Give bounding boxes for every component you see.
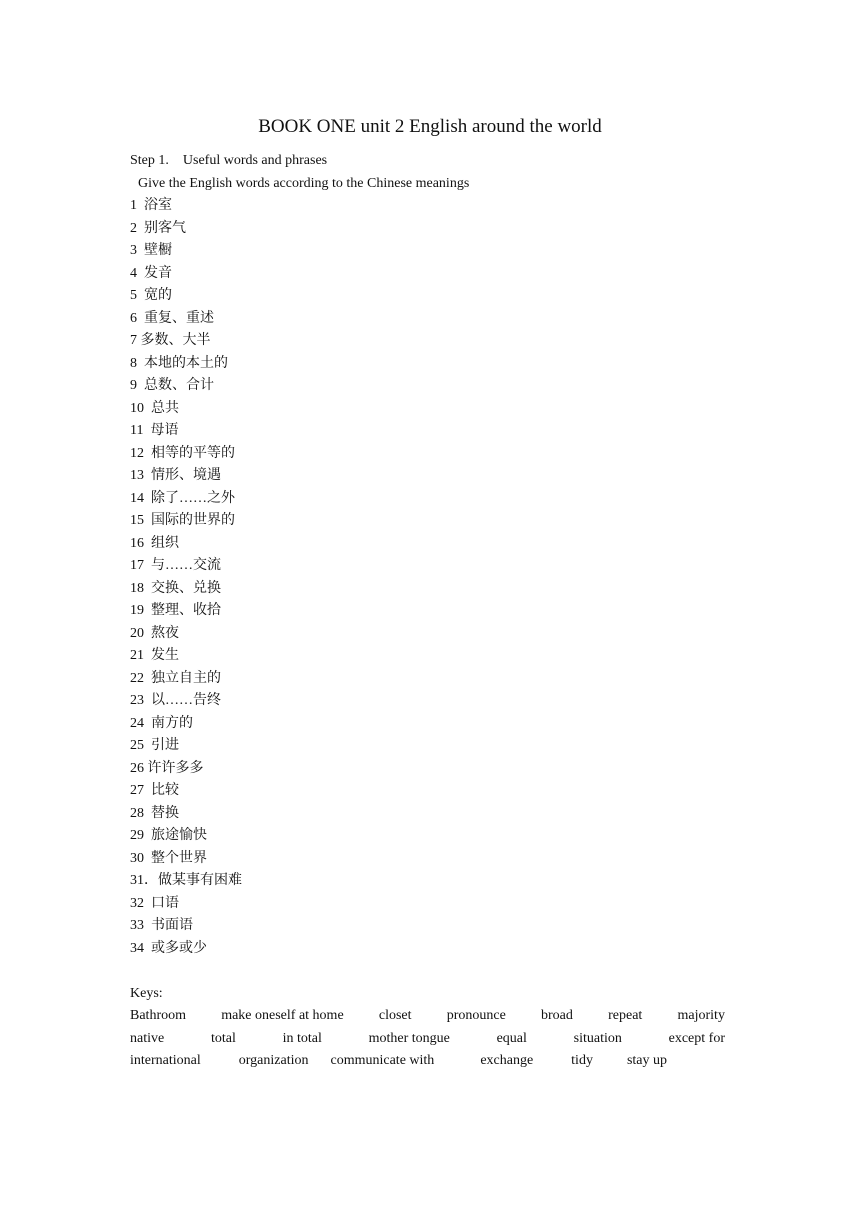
list-item: 3 壁橱 xyxy=(130,243,172,258)
list-item: 5 宽的 xyxy=(130,288,172,303)
list-item: 32 口语 xyxy=(130,895,179,911)
list-item: 23 以……告终 xyxy=(130,693,221,708)
page-title: BOOK ONE unit 2 English around the world xyxy=(258,116,602,137)
key-word: make oneself at home xyxy=(221,1008,344,1023)
list-item: 28 替换 xyxy=(130,805,179,821)
key-word: equal xyxy=(496,1030,527,1046)
keys-label: Keys: xyxy=(130,985,163,1001)
list-item: 15 国际的世界的 xyxy=(130,513,235,528)
key-word: broad xyxy=(541,1008,573,1023)
key-word: closet xyxy=(378,1008,412,1023)
key-word: mother tongue xyxy=(368,1030,450,1046)
key-word: international xyxy=(130,1053,201,1068)
list-item: 9 总数、合计 xyxy=(130,378,214,393)
key-word: tidy xyxy=(571,1053,593,1068)
keys-list xyxy=(130,1005,725,1073)
keys-row xyxy=(130,1005,725,1028)
list-item: 10 总共 xyxy=(130,400,179,416)
list-item: 7 多数、大半 xyxy=(130,333,211,348)
list-item: 31．做某事有困难 xyxy=(130,873,242,888)
key-word: pronounce xyxy=(446,1008,506,1023)
spacer xyxy=(130,960,725,983)
key-word: communicate with xyxy=(330,1053,435,1068)
vocabulary-list xyxy=(130,195,725,960)
key-word: in total xyxy=(282,1030,322,1046)
list-item: 29 旅途愉快 xyxy=(130,828,207,843)
key-word: repeat xyxy=(608,1008,643,1023)
list-item: 33 书面语 xyxy=(130,918,193,933)
list-item: 24 南方的 xyxy=(130,715,193,731)
list-item: 14 除了……之外 xyxy=(130,490,235,506)
list-item: 11 母语 xyxy=(130,423,179,438)
key-word: exchange xyxy=(480,1053,534,1068)
list-item: 25 引进 xyxy=(130,738,179,753)
list-item: 22 独立自主的 xyxy=(130,670,221,686)
keys-row xyxy=(130,1050,725,1073)
list-item: 1 浴室 xyxy=(130,198,172,213)
document-body xyxy=(130,150,725,1073)
key-word: native xyxy=(130,1030,165,1046)
keys-row xyxy=(130,1028,725,1051)
list-item: 6 重复、重述 xyxy=(130,310,214,326)
instruction-text: Give the English words according to the Chinese meanings xyxy=(138,175,470,191)
list-item: 21 发生 xyxy=(130,648,179,663)
list-item: 30 整个世界 xyxy=(130,850,207,866)
key-word: stay up xyxy=(626,1053,668,1068)
list-item: 17 与……交流 xyxy=(130,558,221,573)
list-item: 34 或多或少 xyxy=(130,940,207,956)
list-item: 18 交换、兑换 xyxy=(130,580,221,596)
key-word: total xyxy=(210,1030,236,1046)
list-item: 13 情形、境遇 xyxy=(130,468,221,483)
key-word: majority xyxy=(677,1008,725,1023)
list-item: 12 相等的平等的 xyxy=(130,445,235,461)
step-heading: Step 1. Useful words and phrases xyxy=(130,153,328,168)
list-item: 20 熬夜 xyxy=(130,625,179,641)
list-item: 27 比较 xyxy=(130,783,179,798)
key-word: situation xyxy=(573,1030,622,1046)
list-item: 16 组织 xyxy=(130,535,179,551)
key-word: except for xyxy=(668,1030,725,1046)
list-item: 4 发音 xyxy=(130,265,172,281)
key-word: organization xyxy=(238,1053,309,1068)
key-word: Bathroom xyxy=(130,1008,186,1023)
list-item: 26 许许多多 xyxy=(130,760,204,776)
list-item: 2 别客气 xyxy=(130,220,186,236)
list-item: 19 整理、收拾 xyxy=(130,603,221,618)
list-item: 8 本地的本土的 xyxy=(130,355,228,371)
